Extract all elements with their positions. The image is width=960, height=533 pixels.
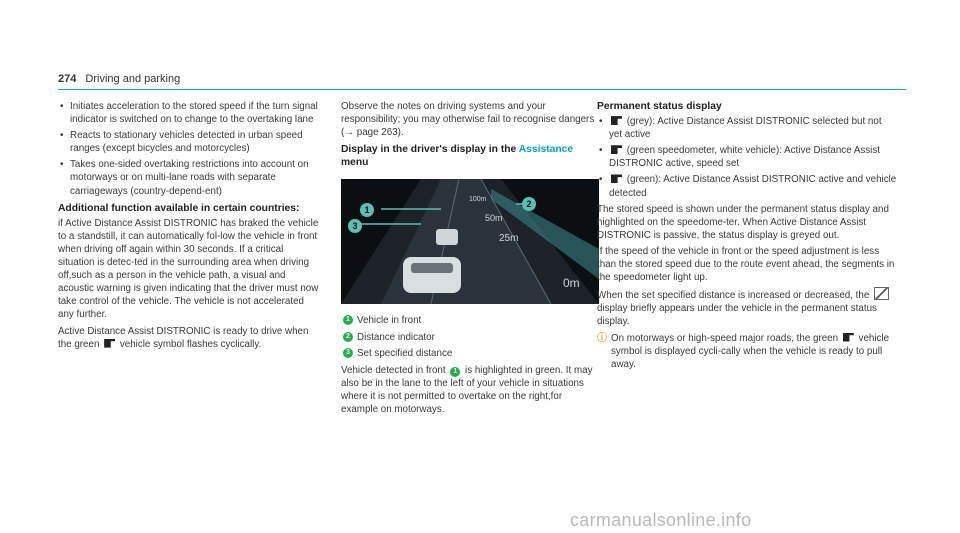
list-item bbox=[597, 173, 897, 199]
ego-vehicle bbox=[403, 257, 461, 293]
paragraph bbox=[341, 364, 599, 416]
note-text: On motorways or high-speed major roads, the green bbox=[611, 332, 839, 344]
column-left bbox=[58, 100, 320, 354]
distronic-vehicle-icon bbox=[611, 145, 622, 154]
paragraph: The stored speed is shown under the permanent status display and highlighted on the speedome-ter. When Active Distance Assist DISTRONIC is passive, the status display is greyed out. bbox=[597, 203, 889, 241]
paragraph-text: When the set specified distance is increased or decreased, the bbox=[597, 290, 870, 302]
distance-label-50: 50m bbox=[485, 213, 503, 224]
distronic-vehicle-icon bbox=[843, 333, 854, 342]
note-text: vehicle symbol is displayed cycli-cally when the vehicle is ready to pull away. bbox=[611, 332, 890, 370]
list-item bbox=[597, 144, 897, 170]
section-title: Driving and parking bbox=[85, 73, 181, 85]
legend-item bbox=[341, 314, 599, 327]
section-heading: Permanent status display bbox=[597, 101, 722, 112]
distronic-vehicle-icon bbox=[104, 339, 115, 348]
heading-text: Display in the driver's display in the bbox=[341, 144, 517, 156]
paragraph: Observe the notes on driving systems and your responsibility; you may otherwise fail to recognise dangers (→ page 263). bbox=[341, 101, 595, 139]
list-item: • Takes one-sided overtaking restrictions into account on motorways or on multi-lane roads with separate carriageways (country-depend-ent) bbox=[58, 158, 320, 197]
legend-item bbox=[341, 347, 599, 360]
list-item-text: (green): Active Distance Assist DISTRONIC active and vehicle detected bbox=[609, 174, 897, 199]
distance-display-icon bbox=[874, 287, 889, 300]
driver-display-graphic bbox=[341, 179, 599, 304]
page-number: 274 bbox=[58, 73, 77, 85]
list-item bbox=[597, 115, 897, 141]
column-right bbox=[597, 100, 897, 371]
info-note bbox=[597, 332, 897, 371]
legend-number: 2 bbox=[343, 332, 353, 342]
paragraph-text: display briefly appears under the vehicle in the permanent status display. bbox=[597, 303, 877, 328]
driver-display-image bbox=[341, 179, 599, 304]
info-icon: ⓘ bbox=[597, 332, 607, 344]
list-item-text: (green speedometer, white vehicle): Active Distance Assist DISTRONIC active, speed set bbox=[609, 145, 880, 170]
column-middle bbox=[341, 100, 599, 419]
header-rule bbox=[58, 89, 906, 90]
ego-vehicle-window bbox=[411, 263, 453, 273]
distronic-vehicle-icon bbox=[611, 174, 622, 183]
list-item: • Reacts to stationary vehicles detected in urban speed ranges (except bicycles and motorcycles) bbox=[58, 129, 320, 155]
legend-list bbox=[341, 314, 599, 359]
svg-text:2: 2 bbox=[526, 199, 532, 210]
paragraph: if Active Distance Assist DISTRONIC has braked the vehicle to a standstill, it can automatically fol-low the vehicle in front when driving off again within 30 seconds. If a critical situation is detec-ted in the surrounding area when driving off,such as a person in the vehicle path, a visual and acoustic warning is given indicating that the driver must now take control of the vehicle. The vehicle is not accelerated any further. bbox=[58, 217, 319, 321]
callout-1-badge: 1 bbox=[450, 367, 460, 377]
paragraph bbox=[58, 325, 320, 351]
paragraph: If the speed of the vehicle in front or the speed adjustment is less than the stored speed due to the route event ahead, the segments in the speedometer light up. bbox=[597, 245, 895, 284]
paragraph-text: Active Distance Assist DISTRONIC is ready to drive when the green bbox=[58, 325, 309, 350]
paragraph-text: Vehicle detected in front bbox=[341, 364, 446, 376]
legend-text: Vehicle in front bbox=[357, 315, 422, 327]
feature-list bbox=[58, 100, 320, 198]
svg-text:1: 1 bbox=[364, 205, 370, 216]
distance-label-100: 100m bbox=[469, 196, 487, 204]
section-heading: Additional function available in certain countries: bbox=[58, 202, 300, 214]
distronic-vehicle-icon bbox=[611, 116, 622, 125]
heading-menu-name: Assistance bbox=[518, 144, 574, 156]
distance-label-25: 25m bbox=[499, 233, 519, 245]
svg-text:3: 3 bbox=[352, 221, 358, 232]
status-list bbox=[597, 115, 897, 200]
legend-text: Distance indicator bbox=[357, 331, 435, 343]
paragraph bbox=[597, 287, 897, 328]
watermark: carmanualsonline.info bbox=[570, 510, 752, 530]
vehicle-in-front bbox=[436, 229, 458, 245]
list-item: • Initiates acceleration to the stored speed if the turn signal indicator is switched on to change to the overtaking lane bbox=[58, 100, 320, 126]
legend-text: Set specified distance bbox=[357, 347, 453, 359]
page-header bbox=[58, 73, 180, 85]
paragraph-text: is highlighted in green. It may also be in the lane to the left of your vehicle in situations where it is not permitted to overtake on the right,for example on motorways. bbox=[341, 364, 593, 416]
legend-number: 1 bbox=[343, 315, 353, 325]
section-heading bbox=[341, 143, 599, 169]
legend-number: 3 bbox=[343, 348, 353, 358]
paragraph-text: vehicle symbol flashes cyclically. bbox=[119, 338, 262, 350]
distance-label-0: 0m bbox=[563, 276, 580, 291]
heading-text: menu bbox=[341, 157, 369, 169]
legend-item bbox=[341, 331, 599, 344]
list-item-text: (grey): Active Distance Assist DISTRONIC selected but not yet active bbox=[609, 116, 882, 141]
